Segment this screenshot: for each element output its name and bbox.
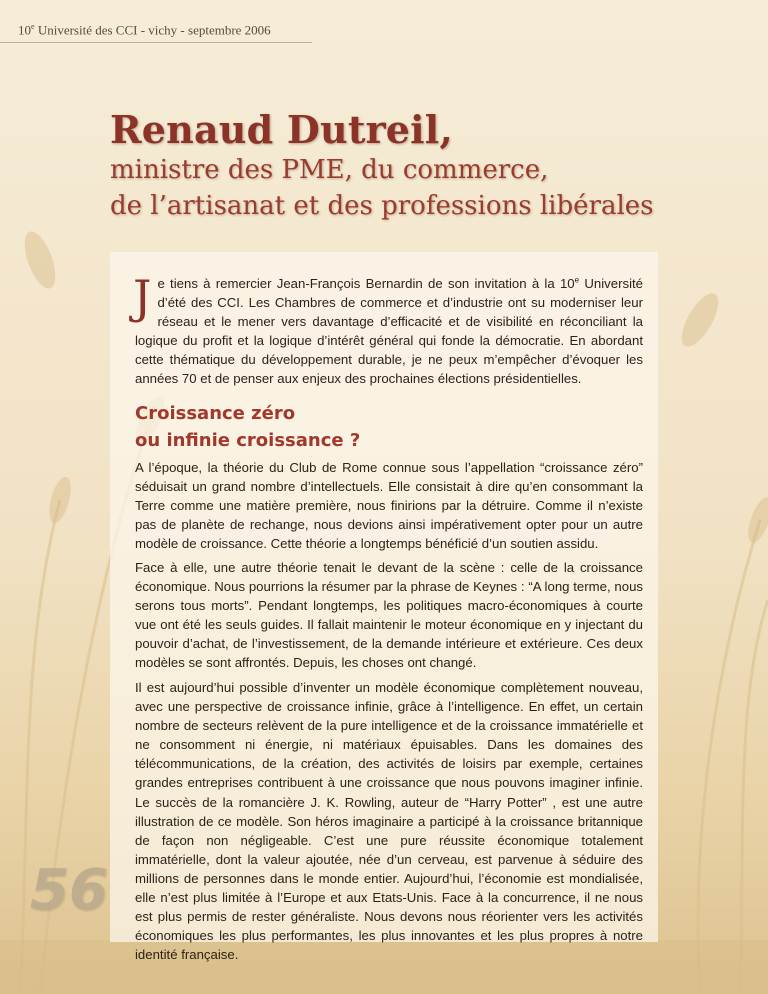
intro-text-start: e tiens à remercier Jean-François Bernardin de son invitation à la 10: [157, 276, 575, 291]
section-heading: [135, 400, 535, 454]
drop-cap: J: [133, 270, 152, 324]
section-heading-line1: Croissance zéro: [135, 403, 296, 424]
intro-paragraph: [133, 270, 643, 389]
speaker-role-line1: ministre des PME, du commerce,: [110, 155, 549, 185]
body-paragraph-3: Il est aujourd’hui possible d’inventer un modèle économique complètement nouveau, avec une perspective de croissance infinie, grâce à l’intelligence. En effet, un certain nombre de secteurs relèvent de la pure intelligence et de la croissance immatérielle et ne consomment ni énergie, ni matériaux épuisables. Dans les domaines des télécommunications, de la création, des activités de loisirs par exemple, certaines grandes entreprises contribuent à une croissance que nous pouvons imaginer infinie. Le succès de la romancière J. K. Rowling, auteur de “Harry Potter” , est une autre illustration de ce modèle. Son héros imaginaire a participé à la croissance britannique de façon non négligeable. C’est une pure réussite économique totalement immatérielle, dont la valeur ajoutée, née d’un cerveau, est parvenue à séduire des millions de personnes dans le monde entier. Aujourd’hui, l’économie est mondialisée, elle n’est plus limitée à l’Europe et aux Etats-Unis. Face à la concurrence, il ne nous est plus permis de rester généraliste. Nous devons nous réorienter vers les activités économiques les plus performantes, les plus innovantes et les plus propres à notre identité française.: [135, 680, 643, 963]
article-title: [110, 108, 750, 224]
header-event-label: Université des CCI - vichy - septembre 2006: [34, 22, 271, 38]
speaker-role-line2: de l’artisanat et des professions libérales: [110, 191, 654, 221]
intro-text-end: Université d’été des CCI. Les Chambres de commerce et d’industrie ont su moderniser leur réseau et le mener vers davantage d’efficacité et de visibilité en réconciliant la logique du profit et la logique d’intérêt général qui fonde la démocratie. En abordant cette thématique du développement durable, je ne peux m’empêcher d’évoquer les années 70 et de penser aux enjeux des prochaines élections présidentielles.: [135, 276, 643, 387]
intro-ordinal-suffix: e: [574, 275, 580, 285]
header-text: [18, 22, 271, 38]
speaker-name: [110, 108, 750, 152]
section-heading-line2: ou infinie croissance ?: [135, 430, 361, 451]
speaker-name-text: Renaud Dutreil: [110, 107, 440, 152]
page-number: 56: [30, 858, 108, 923]
body-paragraph-1: A l’époque, la théorie du Club de Rome connue sous l’appellation “croissance zéro” séduisait un grand nombre d’intellectuels. Elle consistait à dire qu’en consommant la Terre comme une matière première, nous finirions par la détruire. Comme il n’existe pas de planète de rechange, nous devions ainsi impérativement opter pour un autre modèle de croissance. Cette théorie a longtemps bénéficié d’un soutien assidu.: [135, 460, 643, 552]
running-header: [0, 18, 312, 43]
body-paragraph-2: Face à elle, une autre théorie tenait le devant de la scène : celle de la croissance économique. Nous pourrions la résumer par la phrase de Keynes : “A long terme, nous serons tous morts”. Pendant longtemps, les politiques macro-économiques à courte vue ont été les seuls guides. Il fallait maintenir le moteur économique en y injectant du pouvoir d’achat, de l’investissement, de la demande intérieure et extérieure. Ces deux modèles se sont affrontés. Depuis, les choses ont changé.: [135, 560, 643, 671]
header-edition-number: 10: [18, 22, 31, 38]
speaker-name-comma: ,: [439, 107, 453, 152]
header-edition-suffix: e: [31, 22, 35, 31]
